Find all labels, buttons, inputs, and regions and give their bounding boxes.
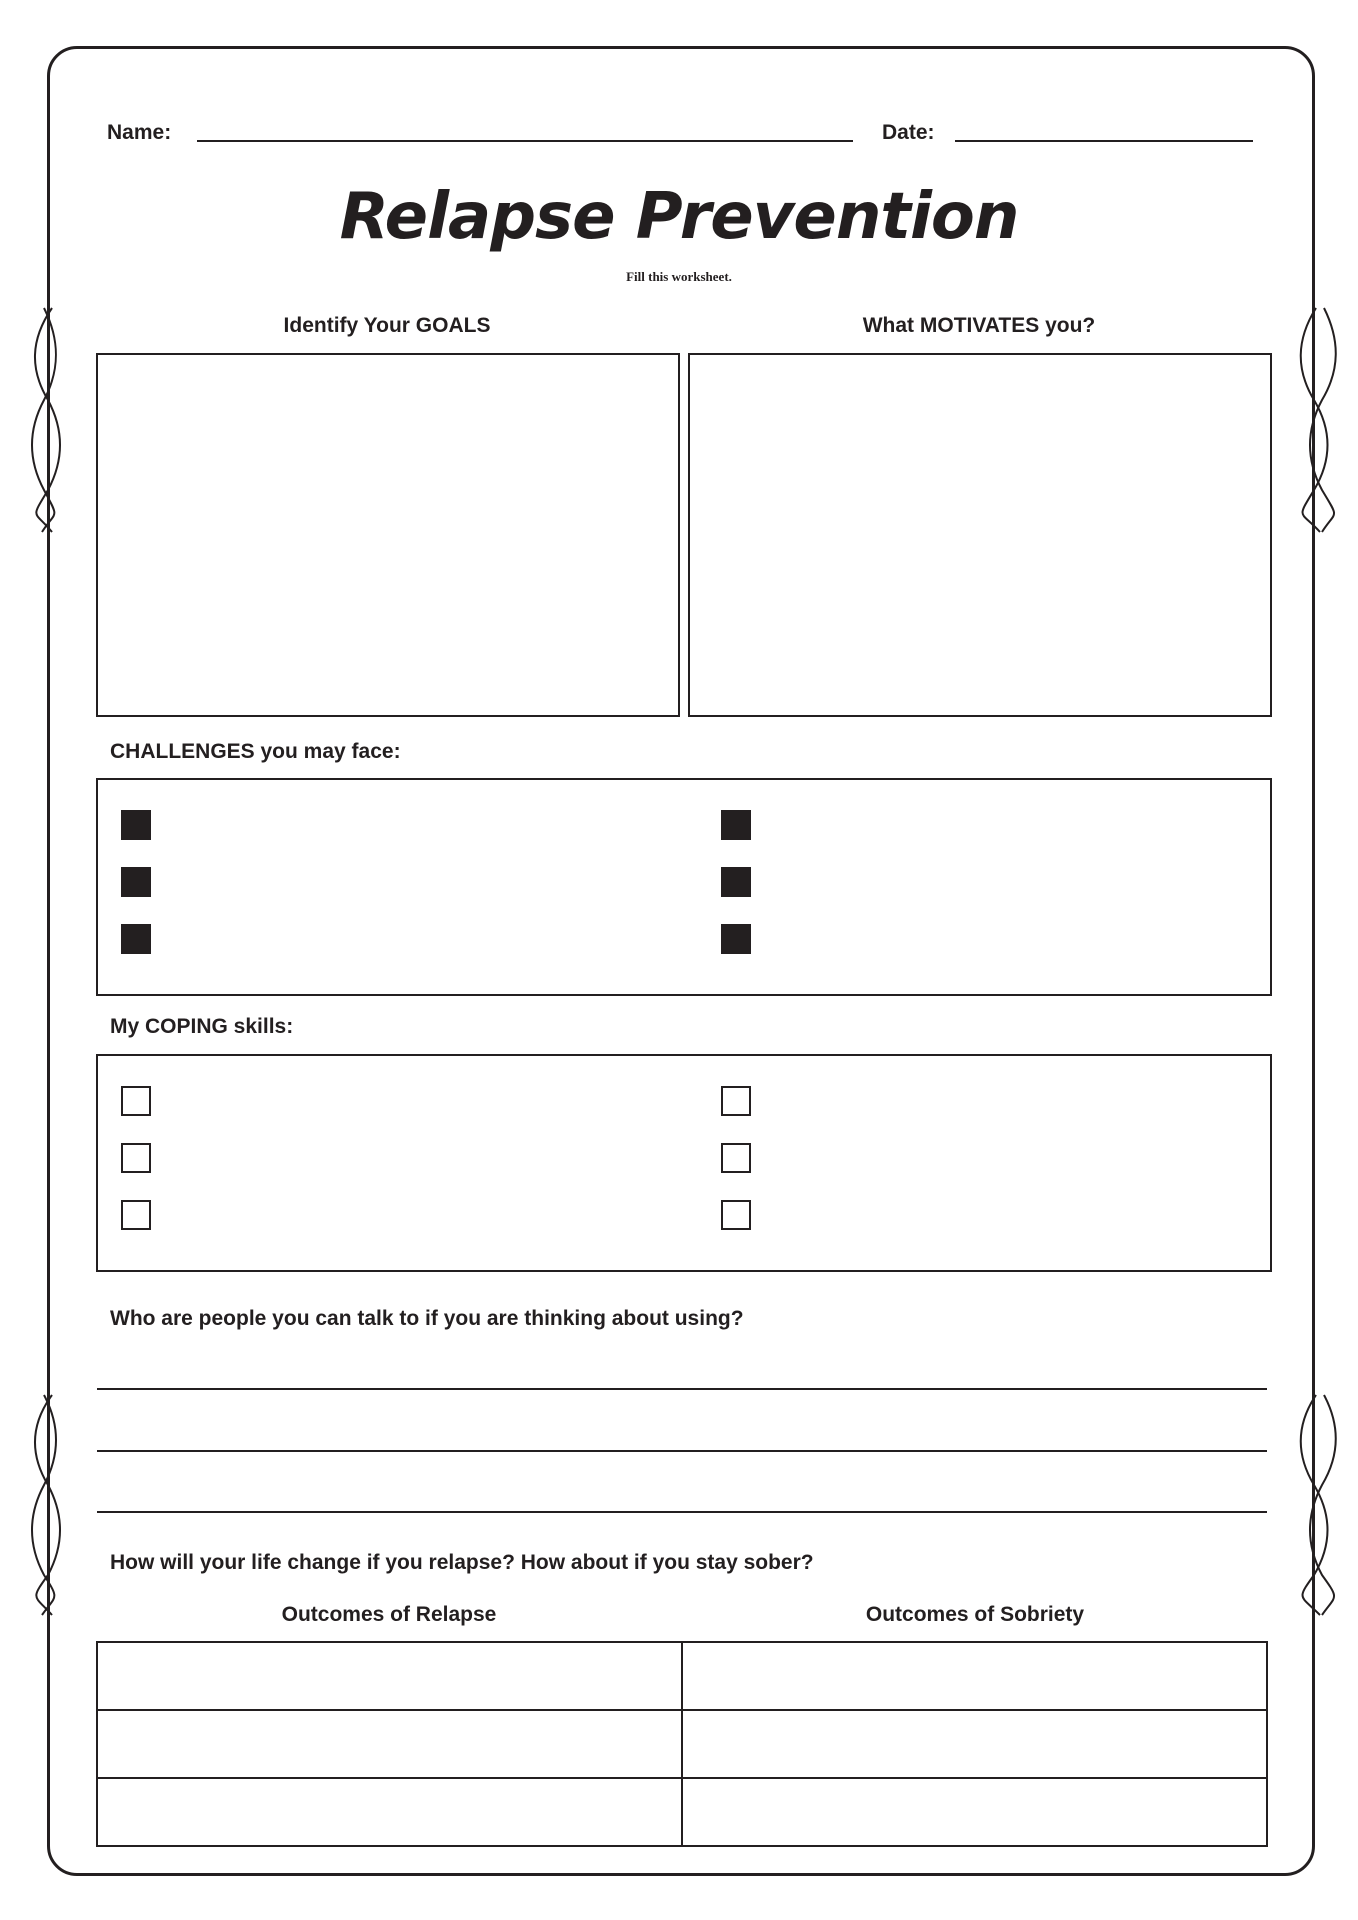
challenges-box	[96, 778, 1272, 996]
people-answer-line-1[interactable]	[97, 1388, 1267, 1390]
relapse-cell[interactable]	[97, 1710, 682, 1778]
date-field[interactable]	[955, 108, 1257, 138]
relapse-column-heading: Outcomes of Relapse	[281, 1603, 497, 1626]
goals-heading: Identify Your GOALS	[283, 314, 491, 337]
people-answer-line-2[interactable]	[97, 1450, 1267, 1452]
coping-checkbox-4[interactable]	[721, 1086, 751, 1116]
name-label: Name:	[107, 121, 172, 144]
outcomes-table	[96, 1641, 1268, 1847]
coping-checkbox-2[interactable]	[121, 1143, 151, 1173]
challenges-heading: CHALLENGES you may face:	[110, 740, 401, 763]
people-answer-line-3[interactable]	[97, 1511, 1267, 1513]
sobriety-column-heading: Outcomes of Sobriety	[865, 1603, 1085, 1626]
people-question: Who are people you can talk to if you are thinking about using?	[110, 1307, 744, 1330]
page-title: Relapse Prevention	[339, 180, 1019, 254]
sobriety-cell[interactable]	[682, 1710, 1267, 1778]
relapse-cell[interactable]	[97, 1642, 682, 1710]
coping-box	[96, 1054, 1272, 1272]
page-subtitle: Fill this worksheet.	[626, 269, 732, 284]
coping-checkbox-3[interactable]	[121, 1200, 151, 1230]
challenge-bullet-2	[121, 867, 151, 897]
coping-checkbox-6[interactable]	[721, 1200, 751, 1230]
coping-checkbox-1[interactable]	[121, 1086, 151, 1116]
life-change-question: How will your life change if you relapse? How about if you stay sober?	[110, 1551, 814, 1574]
challenge-bullet-1	[121, 810, 151, 840]
sobriety-cell[interactable]	[682, 1642, 1267, 1710]
table-row	[97, 1710, 1267, 1778]
relapse-cell[interactable]	[97, 1778, 682, 1846]
challenge-bullet-3	[121, 924, 151, 954]
challenge-bullet-4	[721, 810, 751, 840]
challenge-bullet-5	[721, 867, 751, 897]
table-row	[97, 1778, 1267, 1846]
table-row	[97, 1642, 1267, 1710]
motivates-heading: What MOTIVATES you?	[862, 314, 1096, 337]
coping-heading: My COPING skills:	[110, 1015, 294, 1038]
date-label: Date:	[882, 121, 935, 144]
sobriety-cell[interactable]	[682, 1778, 1267, 1846]
goals-box[interactable]	[96, 353, 680, 717]
challenge-bullet-6	[721, 924, 751, 954]
date-line	[955, 140, 1253, 142]
name-field[interactable]	[197, 108, 857, 138]
motivates-box[interactable]	[688, 353, 1272, 717]
coping-checkbox-5[interactable]	[721, 1143, 751, 1173]
name-line	[197, 140, 853, 142]
